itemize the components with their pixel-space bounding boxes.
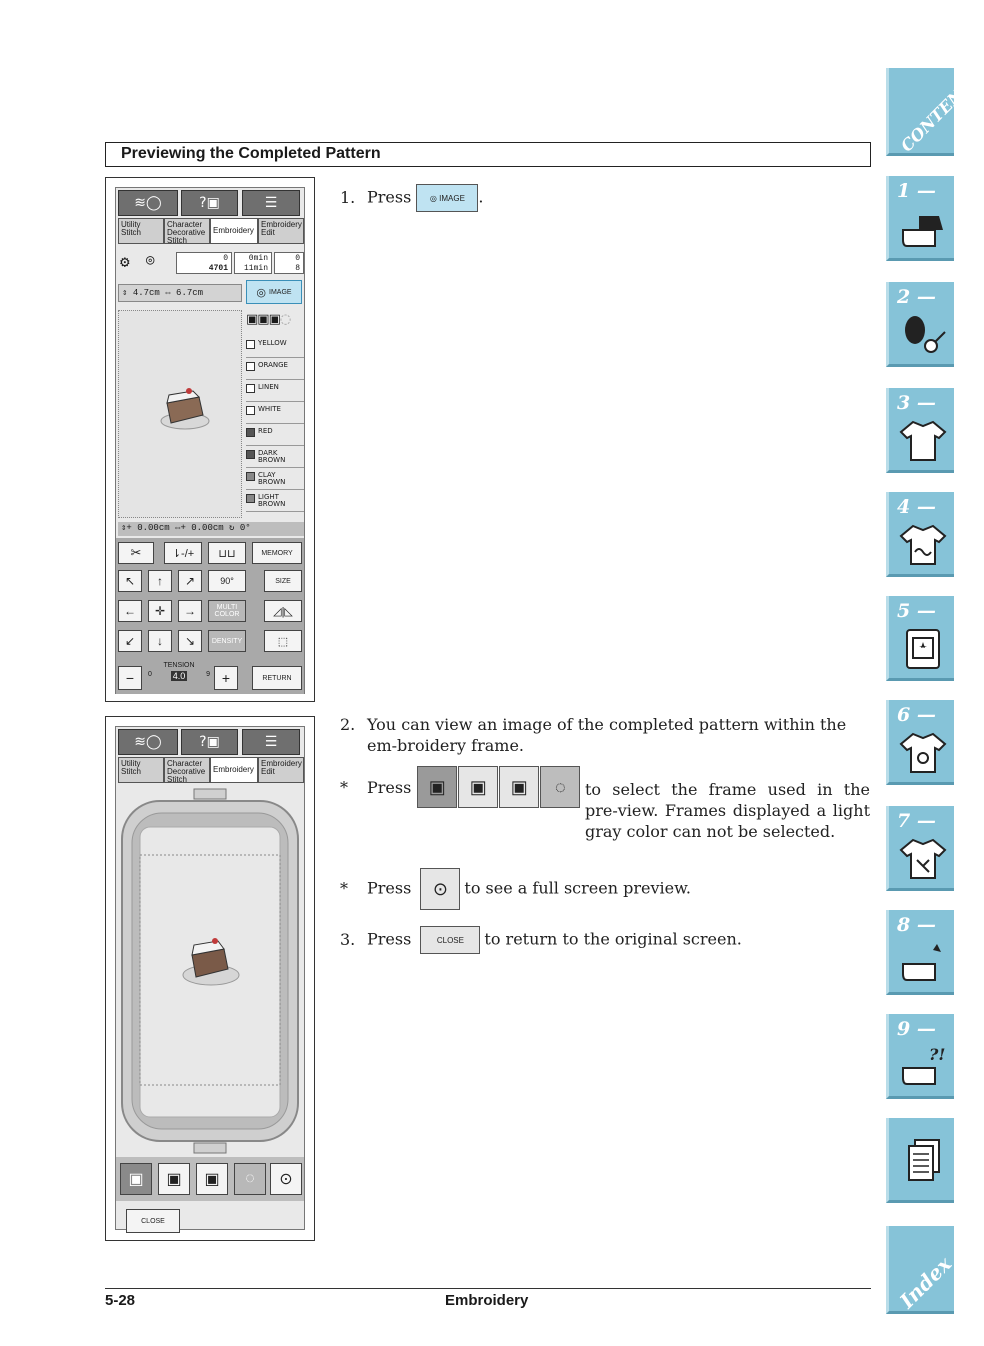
frame-medium-icon: ▣ <box>257 312 269 327</box>
thread-swatch <box>246 428 255 437</box>
stitch-counter: 0 4701 <box>176 252 232 274</box>
needle-icon: ⇂-/+ <box>171 547 195 560</box>
pages-icon <box>899 1138 947 1184</box>
chapter-5-tab[interactable]: 5 — <box>886 596 954 681</box>
frame-large-icon: ▣ <box>128 1171 144 1188</box>
frame-size-icons <box>246 312 304 334</box>
design-shirt-icon <box>899 836 947 882</box>
tab-utility-stitch[interactable]: Utility Stitch <box>118 757 164 783</box>
chapter-7-tab[interactable]: 7 — <box>886 806 954 891</box>
frame-medium-icon: ▣ <box>458 766 498 808</box>
tension-value: 4.0 <box>172 671 186 681</box>
manual-icon[interactable]: ☰ <box>242 729 300 755</box>
frame-mini-icon: ◌ <box>245 1170 255 1187</box>
troubleshooting-icon <box>899 1044 947 1090</box>
thread-color-item[interactable]: CLAY BROWN <box>246 470 304 490</box>
thread-swatch <box>246 472 255 481</box>
tension-display: TENSION 0 4.0 9 <box>148 662 210 681</box>
arrow-up-right-icon: ↗ <box>184 574 196 588</box>
tab-utility-stitch[interactable]: Utility Stitch <box>118 218 164 244</box>
center-button[interactable] <box>148 600 172 622</box>
frame-small-icon: ▣ <box>204 1171 220 1188</box>
mirror-button[interactable] <box>264 600 302 622</box>
thread-color-item[interactable]: LIGHT BROWN <box>246 492 304 512</box>
arrow-left-icon: ← <box>124 604 136 618</box>
step-3: 3. Press CLOSE to return to the original screen. <box>340 926 742 954</box>
frame-small-icon: ▣ <box>268 312 280 327</box>
trial-button[interactable] <box>264 630 302 652</box>
scissors-icon: ✂ <box>130 545 142 560</box>
machine-help-icon[interactable]: ?▣ <box>181 729 238 755</box>
arrow-down-left-icon: ↙ <box>124 634 136 648</box>
tab-embroidery[interactable]: Embroidery <box>210 757 258 783</box>
move-up-button[interactable] <box>148 570 172 592</box>
thread-color-item[interactable]: WHITE <box>246 404 304 424</box>
pattern-height: 4.7cm <box>132 288 160 298</box>
size-button[interactable]: SIZE <box>264 570 302 592</box>
color-counter: 0 8 <box>274 252 304 274</box>
lcd-panel <box>115 726 305 1230</box>
embroidery-frame-preview <box>116 787 304 1157</box>
frame-mini-icon: ◌ <box>279 312 291 327</box>
close-button-inline: CLOSE <box>420 926 480 954</box>
move-right-button[interactable] <box>178 600 202 622</box>
position-bar: ⇕+ 0.00cm ⇔+ 0.00cm ↻ 0° <box>118 522 304 536</box>
rotation-angle: 0° <box>239 523 251 533</box>
move-left-button[interactable] <box>118 600 142 622</box>
rotate-button[interactable]: 90° <box>208 570 246 592</box>
counter-row <box>118 250 304 276</box>
multi-color-button[interactable]: MULTI COLOR <box>208 600 246 622</box>
thread-color-item[interactable]: YELLOW <box>246 338 304 358</box>
index-tab[interactable]: Index <box>886 1226 954 1314</box>
presser-foot-icon: ⊔⊔ <box>218 547 236 560</box>
tab-character-decorative[interactable]: Character Decorative Stitch <box>164 757 210 783</box>
memory-button[interactable]: MEMORY <box>252 542 302 564</box>
contents-tab[interactable]: CONTENTS <box>886 68 954 156</box>
sewing-machine-icon <box>899 206 947 252</box>
return-button[interactable]: RETURN <box>252 666 302 690</box>
time-counter: 0min 11min <box>234 252 272 274</box>
frame-small-icon: ▣ <box>499 766 539 808</box>
mode-tabs <box>116 188 304 246</box>
plus-icon: + <box>221 670 231 686</box>
needle-position-button[interactable] <box>164 542 202 564</box>
thread-color-item[interactable]: ORANGE <box>246 360 304 380</box>
lcd-panel <box>115 187 305 694</box>
scissors-button[interactable] <box>118 542 154 564</box>
note-full-screen: * Press ⊙ to see a full screen preview. <box>340 868 691 910</box>
chapter-4-tab[interactable]: 4 — <box>886 492 954 577</box>
frame-medium-button[interactable] <box>158 1163 190 1195</box>
thread-swatch <box>246 362 255 371</box>
pattern-size-display: ⇕ 4.7cm ⇔ 6.7cm <box>118 284 242 302</box>
move-down-button[interactable] <box>148 630 172 652</box>
center-icon: ✛ <box>154 604 166 618</box>
svg-text:?!: ?! <box>929 1045 946 1064</box>
arrow-up-left-icon: ↖ <box>124 574 136 588</box>
mirror-icon: ◿|◺ <box>273 605 293 618</box>
screenshot-main-screen <box>105 177 315 702</box>
edit-shirt-icon <box>899 730 947 776</box>
pattern-width: 6.7cm <box>176 288 204 298</box>
frame-mini-icon: ◌ <box>540 766 580 808</box>
thread-swatch <box>246 384 255 393</box>
thread-color-item[interactable]: LINEN <box>246 382 304 402</box>
tension-minus-button[interactable] <box>118 666 142 690</box>
arrow-down-icon: ↓ <box>157 634 163 648</box>
full-screen-preview-button[interactable] <box>270 1163 302 1195</box>
thread-swatch <box>246 494 255 503</box>
move-down-left-button[interactable] <box>118 630 142 652</box>
arrow-up-icon: ↑ <box>157 574 163 588</box>
position-x: 0.00cm <box>191 523 224 533</box>
trial-frame-icon: ⬚ <box>277 635 289 648</box>
frame-preview-icon: ◎ <box>256 286 267 299</box>
manual-icon[interactable]: ☰ <box>242 190 300 216</box>
cake-pattern-thumbnail <box>119 311 243 519</box>
chapter-8-tab[interactable]: 8 — <box>886 910 954 995</box>
mode-tabs <box>116 727 304 785</box>
move-down-right-button[interactable] <box>178 630 202 652</box>
move-up-right-button[interactable] <box>178 570 202 592</box>
tension-plus-button[interactable] <box>214 666 238 690</box>
appendix-tab[interactable] <box>886 1118 954 1203</box>
thread-swatch <box>246 450 255 459</box>
arrow-right-icon: → <box>184 604 196 618</box>
tab-embroidery-edit[interactable]: Embroidery Edit <box>258 757 304 783</box>
frame-large-icon: ▣ <box>417 766 457 808</box>
image-button-inline: ◎ IMAGE <box>416 184 478 212</box>
maintenance-icon <box>899 940 947 986</box>
chapter-3-tab[interactable]: 3 — <box>886 388 954 473</box>
frame-mini-button[interactable] <box>234 1163 266 1195</box>
frame-large-icon: ▣ <box>246 312 258 327</box>
frame-button-strip <box>417 766 580 808</box>
frame-medium-icon: ▣ <box>166 1171 182 1188</box>
presser-foot-button[interactable] <box>208 542 246 564</box>
presser-foot-icon: ⚙ <box>120 254 130 272</box>
thread-swatch <box>246 406 255 415</box>
chapter-2-tab[interactable]: 2 — <box>886 282 954 367</box>
chapter-9-tab[interactable]: 9 — ?! <box>886 1014 954 1099</box>
embroidery-frame-icon <box>899 626 947 672</box>
magnifier-icon: ⊙ <box>420 868 460 910</box>
chapter-name: Embroidery <box>445 1292 529 1309</box>
density-button[interactable]: DENSITY <box>208 630 246 652</box>
tab-character-decorative[interactable]: Character Decorative Stitch <box>164 218 210 244</box>
shirt-icon <box>899 418 947 464</box>
step-1: 1. Press ◎ IMAGE . <box>340 184 484 212</box>
thread-spool-icon <box>899 312 947 358</box>
position-y: 0.00cm <box>137 523 170 533</box>
minus-icon: − <box>125 670 135 686</box>
tab-embroidery-edit[interactable]: Embroidery Edit <box>258 218 304 244</box>
screenshot-image-preview-screen <box>105 716 315 1241</box>
page-number: 5-28 <box>105 1292 136 1309</box>
pattern-preview-area <box>118 310 242 518</box>
section-title: Previewing the Completed Pattern <box>105 142 871 167</box>
bobbin-icon: ◎ <box>146 253 155 269</box>
frame-small-button[interactable] <box>196 1163 228 1195</box>
chapter-6-tab[interactable]: 6 — <box>886 700 954 785</box>
thread-color-item[interactable]: DARK BROWN <box>246 448 304 468</box>
image-button[interactable]: ◎ IMAGE <box>246 280 302 304</box>
step-2: 2. You can view an image of the completed pattern within the em-broidery frame. <box>340 715 847 755</box>
thread-swatch <box>246 340 255 349</box>
machine-help-icon[interactable]: ?▣ <box>181 190 238 216</box>
tab-embroidery[interactable]: Embroidery <box>210 218 258 244</box>
close-button[interactable]: CLOSE <box>126 1209 180 1233</box>
chapter-1-tab[interactable]: 1 — <box>886 176 954 261</box>
character-stitch-shirt-icon <box>899 522 947 568</box>
footer-rule <box>105 1288 871 1289</box>
frame-preview-icon: ◎ <box>429 193 437 203</box>
thread-color-item[interactable]: RED <box>246 426 304 446</box>
move-up-left-button[interactable] <box>118 570 142 592</box>
note-frame-select: * Press ▣ ▣ ▣ ◌ to select the frame used in the pre-view. Frames displayed a light gray color can not be selected. <box>340 766 870 808</box>
frame-large-button[interactable] <box>120 1163 152 1195</box>
arrow-down-right-icon: ↘ <box>184 634 196 648</box>
magnifier-icon: ⊙ <box>279 1171 293 1188</box>
utility-stitch-icon[interactable]: ≋◯ <box>118 190 178 216</box>
utility-stitch-icon[interactable]: ≋◯ <box>118 729 178 755</box>
